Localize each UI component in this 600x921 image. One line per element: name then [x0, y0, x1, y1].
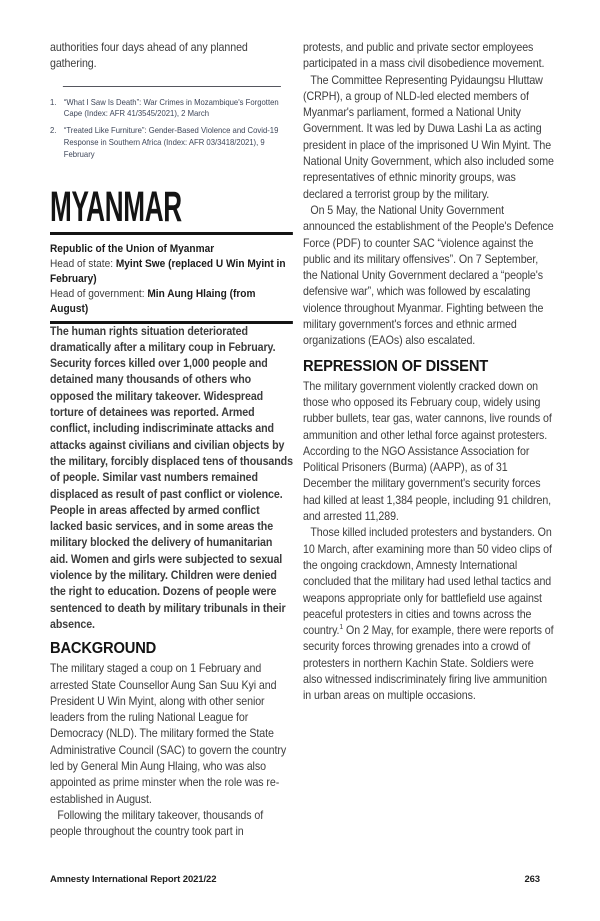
footnote-text: “What I Saw Is Death”: War Crimes in Mozambique's Forgotten Cape (Index: AFR 41/3545/2021), 2 March — [63, 96, 279, 119]
repression-paragraph-2-text: Those killed included protesters and bystanders. On 10 March, after examining more than 50 video clips of the ongoing crackdown, Amnesty International concluded that the military had used lethal tactics and weapons appropriate only for battlefield use against peaceful protesters in cities and towns across the country. — [303, 526, 552, 638]
footnote-text: “Treated Like Furniture”: Gender-Based Violence and Covid-19 Response in Southern Africa (Index: AFR 03/3418/2021), 9 February — [63, 125, 279, 159]
repression-paragraph-2-continued: On 2 May, for example, there were reports of security forces throwing grenades into a crowd of protesters in northern Kachin State. Soldiers were also witnessed indiscriminately firing live ammunition in urban areas on multiple occasions. — [303, 624, 554, 703]
background-paragraph-3: protests, and public and private sector employees participated in a mass civil disobedience movement. — [303, 41, 545, 71]
right-column — [303, 40, 555, 705]
title-divider — [50, 232, 293, 235]
left-column-content — [50, 40, 293, 840]
footnote-list — [50, 97, 293, 161]
carryover-paragraph: authorities four days ahead of any planned gathering. — [50, 41, 248, 71]
footnote-reference-1: 1 — [339, 622, 344, 632]
head-of-state-line — [50, 257, 293, 287]
background-paragraph-1: The military staged a coup on 1 February and arrested State Counsellor Aung San Suu Kyi and President U Win Myint, along with other senior leaders from the ruling National League for Democracy (NLD). The military formed the State Administrative Council (SAC) to govern the country led by General Min Aung Hlaing, who was also appointed as prime minster when the role was re-established in August. — [50, 662, 287, 806]
right-column-content — [303, 40, 555, 705]
repression-paragraph-2 — [303, 525, 555, 704]
footnote-number: 1. — [50, 96, 57, 107]
page-footer — [50, 874, 540, 885]
country-info-block — [50, 242, 293, 317]
repression-paragraph-1: The military government violently cracked down on those who opposed its February coup, widely using rubber bullets, tear gas, water cannons, live rounds of ammunition and other lethal force against protesters. According to the NGO Assistance Association for Political Prisoners (Burma) (AAPP), as of 31 December the military government's security forces had killed at least 1,384 people, including 91 children, and arrested 11,289. — [303, 379, 552, 524]
footnote-item — [50, 97, 293, 121]
head-of-government-label: Head of government: — [50, 287, 148, 300]
head-of-state-label: Head of state: — [50, 257, 116, 270]
footnote-divider — [63, 86, 281, 87]
country-title: MYANMAR — [50, 182, 182, 231]
background-paragraph-4: The Committee Representing Pyidaungsu Hluttaw (CRPH), a group of NLD-led elected members of Myanmar's parliament, formed a National Unity Government. It was led by Duwa Lashi La as acting president in place of the imprisoned U Win Myint. The National Unity Government, which also included some representatives of ethnic minority groups, was declared a terrorist group by the military. — [303, 73, 554, 201]
country-summary-paragraph: The human rights situation deteriorated dramatically after a military coup in February. Security forces killed over 1,000 people and detained many thousands of others who opposed the military takeover. Widespread torture of detainees was reported. Armed conflict, including indiscriminate attacks and attacks against civilians and civilian objects by the military, forcibly displaced tens of thousands of people. Similar vast numbers remained displaced as result of past conflict or violence. People in areas affected by armed conflict lacked basic services, and in some areas the military blocked the delivery of humanitarian aid. Women and girls were subjected to sexual violence by the military. Children were denied the right to education. Dozens of people were sentenced to death by military tribunals in their absence. — [50, 324, 293, 631]
footer-report-title: Amnesty International Report 2021/22 — [50, 874, 217, 885]
footer-page-number: 263 — [524, 874, 540, 885]
head-of-government-line — [50, 287, 293, 317]
footnote-item — [50, 125, 293, 160]
left-column — [50, 40, 293, 840]
head-of-state-value: Myint Swe (replaced U Win Myint in February) — [50, 257, 286, 285]
section-heading-background: BACKGROUND — [50, 640, 157, 658]
head-of-government-value: Min Aung Hlaing (from August) — [50, 287, 256, 315]
background-paragraph-5: On 5 May, the National Unity Government announced the establishment of the People's Defence Force (PDF) to counter SAC “violence against the public and its military offensives”. On 7 September, the National Unity Government declared a “people's defensive war”, which was followed by escalating violence throughout Myanmar. Fighting between the military government's forces and ethnic armed organizations (EAOs) also escalated. — [303, 203, 554, 348]
country-official-name: Republic of the Union of Myanmar — [50, 242, 215, 255]
background-paragraph-2: Following the military takeover, thousands of people throughout the country took part in — [50, 808, 264, 839]
footnote-number: 2. — [50, 125, 57, 136]
section-heading-repression: REPRESSION OF DISSENT — [303, 357, 489, 375]
